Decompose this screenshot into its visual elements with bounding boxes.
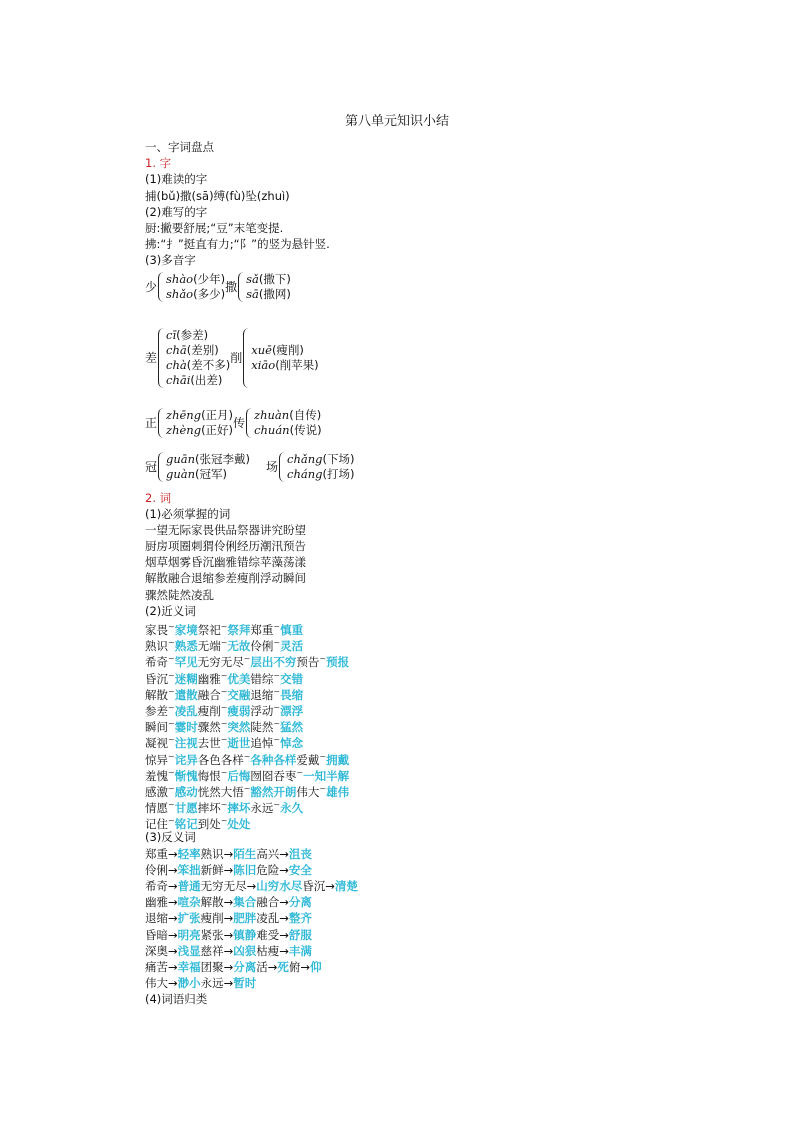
answer-word: 家境	[174, 622, 198, 637]
antonym-arrow: →	[223, 959, 234, 974]
given-word: 枯瘦	[256, 943, 280, 958]
hard-read-chars: 捕(bǔ)撒(sā)缚(fù)坠(zhuì)	[145, 188, 290, 203]
answer-word: 铭记	[174, 817, 198, 832]
antonym-arrow: →	[300, 959, 311, 974]
item-heading: (3)多音字	[145, 253, 196, 268]
answer-word: 遣散	[174, 687, 198, 702]
answer-word: 喧杂	[177, 895, 201, 910]
word-pair-line	[145, 651, 745, 670]
given-word: 陡然	[250, 719, 274, 734]
synonym-mark: ~	[273, 702, 281, 712]
word-pair-line	[145, 910, 745, 926]
synonym-mark: ~	[220, 735, 228, 745]
item-heading: (1)难读的字	[145, 172, 208, 187]
hard-write-line: 拂:“扌”挺直有力;“阝”的竖为悬针竖.	[145, 237, 330, 252]
answer-word: 死	[277, 959, 289, 974]
answer-word: 祭拜	[227, 622, 251, 637]
given-word: 希奇	[145, 879, 168, 893]
reading-option: zhèng(正好)	[166, 422, 234, 437]
subsection-heading: 2. 词	[145, 490, 172, 505]
reading-option: xuē(瘦削)	[251, 342, 304, 357]
answer-word: 突然	[227, 719, 251, 734]
polyphonic-group	[145, 452, 745, 482]
hard-write-line: 厨:撇要舒展;“豆”末笔变提.	[145, 220, 284, 235]
synonym-mark: ~	[220, 702, 228, 712]
synonym-mark: ~	[220, 638, 228, 648]
reading-option: chǎng(下场)	[287, 451, 355, 466]
given-word: 幽雅	[197, 671, 221, 686]
brace	[158, 408, 165, 438]
given-word: 熟识	[200, 846, 224, 861]
item-heading: (4)词语归类	[145, 992, 208, 1007]
answer-word: 雄伟	[326, 784, 350, 799]
antonym-arrow: →	[267, 959, 278, 974]
antonym-arrow: →	[279, 927, 289, 942]
synonym-mark: ~	[243, 751, 251, 761]
given-word: 活	[256, 959, 268, 974]
synonym-mark: ~	[273, 670, 281, 680]
answer-word: 丰满	[288, 943, 312, 958]
given-word: 郑重	[145, 846, 168, 861]
answer-word: 暂时	[233, 976, 257, 991]
answer-word: 处处	[227, 817, 251, 832]
word-pair-line	[145, 668, 745, 684]
answer-word: 安全	[288, 862, 312, 877]
antonym-arrow: →	[168, 879, 178, 893]
antonym-arrow: →	[279, 846, 289, 861]
answer-word: 畏缩	[280, 687, 304, 702]
given-word: 感激	[145, 784, 168, 799]
word-pair-line	[145, 716, 745, 732]
answer-word: 猛然	[280, 719, 304, 734]
given-word: 郑重	[250, 622, 274, 637]
given-word: 难受	[256, 927, 280, 942]
item-heading: (2)难写的字	[145, 204, 208, 219]
given-word: 羞愧	[145, 768, 168, 783]
reading-option: sǎ(撒下)	[246, 271, 291, 286]
section-heading: 一、字词盘点	[145, 140, 214, 154]
given-word: 悔恨	[197, 768, 221, 783]
answer-word: 明亮	[177, 927, 201, 942]
answer-word: 交融	[227, 687, 251, 702]
antonym-arrow: →	[168, 911, 178, 926]
reading-options	[287, 452, 354, 482]
reading-option: chāi(出差)	[166, 372, 223, 387]
given-word: 瞬间	[145, 719, 168, 734]
page-title: 第八单元知识小结	[344, 114, 449, 129]
answer-word: 幸福	[177, 959, 201, 974]
given-word: 无穷无尽	[200, 879, 247, 893]
answer-word: 分离	[233, 959, 257, 974]
answer-word: 镇静	[233, 927, 257, 942]
word-pair-line	[145, 749, 745, 765]
given-word: 昏暗	[145, 927, 168, 942]
given-word: 瘦削	[197, 703, 221, 718]
given-word: 惊异	[145, 752, 168, 767]
answer-word: 拥戴	[326, 752, 350, 767]
polyphonic-char: 传	[233, 416, 246, 430]
polyphonic-group	[145, 272, 745, 302]
reading-option: guān(张冠李戴)	[166, 451, 251, 466]
answer-word: 优美	[227, 671, 251, 686]
antonym-arrow: →	[223, 976, 234, 991]
polyphonic-char: 正	[145, 416, 158, 430]
given-word: 永远	[250, 800, 274, 815]
subsection-heading: 1. 字	[145, 156, 172, 171]
synonym-mark: ~	[220, 686, 228, 696]
reading-options	[166, 408, 233, 438]
polyphonic-groups	[145, 272, 745, 482]
reading-option: cháng(打场)	[287, 466, 355, 481]
answer-word: 逝世	[227, 736, 251, 751]
given-word: 预告	[296, 655, 320, 670]
synonym-mark: ~	[168, 800, 175, 810]
answer-word: 各种各样	[250, 752, 297, 767]
answer-word: 凶狠	[233, 943, 257, 958]
answer-word: 渺小	[177, 976, 201, 991]
answer-word: 熟悉	[174, 639, 198, 654]
synonym-mark: ~	[168, 670, 175, 680]
answer-word: 清楚	[334, 879, 358, 893]
synonym-mark: ~	[168, 702, 175, 712]
antonym-arrow: →	[246, 879, 257, 893]
word-pair-line	[145, 684, 745, 700]
reading-option: chuán(传说)	[254, 422, 322, 437]
given-word: 希奇	[145, 655, 168, 670]
given-word: 危险	[256, 862, 280, 877]
word-pair-line	[145, 732, 745, 751]
reading-option: cī(参差)	[166, 327, 209, 342]
brace	[158, 452, 165, 482]
given-word: 俯	[288, 959, 301, 974]
given-word: 追悼	[250, 736, 274, 751]
given-word: 爱戴	[296, 752, 320, 767]
answer-word: 沮丧	[288, 846, 312, 861]
answer-word: 轻率	[177, 846, 201, 861]
polyphonic-char: 少	[145, 280, 158, 294]
given-word: 参差	[145, 703, 168, 718]
antonym-arrow: →	[168, 895, 178, 910]
synonym-mark: ~	[220, 800, 228, 810]
brace	[243, 328, 250, 388]
given-word: 伶俐	[250, 639, 274, 654]
synonym-mark: ~	[273, 800, 281, 810]
synonym-mark: ~	[273, 638, 281, 648]
word-pair-line	[145, 813, 745, 832]
answer-word: 漂浮	[280, 703, 304, 718]
given-word: 昏沉	[302, 879, 326, 893]
given-word: 伟大	[145, 976, 168, 991]
polyphonic-group	[145, 328, 745, 388]
polyphonic-char: 削	[230, 351, 243, 365]
answer-word: 感动	[174, 784, 198, 799]
synonym-mark: ~	[243, 783, 251, 793]
antonym-arrow: →	[279, 911, 289, 926]
antonym-arrow: →	[168, 976, 178, 991]
synonym-mark: ~	[220, 767, 228, 777]
reading-option: guàn(冠军)	[166, 466, 228, 481]
brace	[158, 328, 165, 388]
given-word: 团聚	[200, 959, 224, 974]
antonym-arrow: →	[223, 895, 234, 910]
given-word: 无端	[197, 639, 221, 654]
given-word: 昏沉	[145, 671, 168, 686]
word-pair-line	[145, 846, 745, 862]
given-word: 恍然大悟	[197, 784, 244, 799]
given-word: 伶俐	[145, 862, 168, 877]
word-line: 厨房项圈刺猬伶俐经历潮汛预告	[145, 539, 306, 554]
brace	[246, 408, 253, 438]
reading-option: sā(撒网)	[246, 286, 291, 301]
answer-word: 预报	[326, 655, 350, 670]
answer-word: 摔坏	[227, 800, 251, 815]
antonym-list	[145, 846, 745, 992]
reading-option: chà(差不多)	[166, 357, 231, 372]
brace	[158, 272, 165, 302]
polyphonic-char: 冠	[145, 460, 158, 474]
reading-option: zhuàn(自传)	[254, 407, 322, 422]
given-word: 解散	[200, 895, 224, 910]
given-word: 熟识	[145, 639, 168, 654]
answer-word: 迷糊	[174, 671, 198, 686]
synonym-mark: ~	[168, 767, 175, 777]
word-pair-line	[145, 878, 745, 894]
synonym-mark: ~	[319, 751, 327, 761]
word-pair-line	[145, 781, 745, 797]
answer-word: 悼念	[280, 736, 304, 751]
answer-word: 诧异	[174, 752, 198, 767]
given-word: 伟大	[296, 784, 320, 799]
given-word: 浮动	[250, 703, 274, 718]
synonym-mark: ~	[220, 719, 228, 729]
antonym-arrow: →	[325, 879, 335, 893]
antonym-arrow: →	[279, 862, 289, 877]
given-word: 新鲜	[200, 862, 224, 877]
reading-option: xiāo(削苹果)	[251, 357, 319, 372]
given-word: 情愿	[145, 800, 168, 815]
reading-options	[251, 343, 318, 373]
answer-word: 一知半解	[303, 768, 350, 783]
given-word: 融合	[197, 687, 221, 702]
given-word: 囫囵吞枣	[250, 768, 297, 783]
answer-word: 集合	[233, 895, 257, 910]
given-word: 记住	[145, 817, 168, 832]
antonym-arrow: →	[168, 846, 178, 861]
synonym-mark: ~	[273, 622, 281, 631]
word-pair-line	[145, 927, 745, 943]
answer-word: 无故	[227, 639, 251, 654]
reading-options	[254, 408, 322, 438]
answer-word: 扩张	[177, 911, 201, 926]
answer-word: 普通	[177, 879, 201, 893]
brace	[279, 452, 286, 482]
answer-word: 慎重	[280, 622, 304, 637]
word-pair-line	[145, 943, 745, 959]
synonym-mark: ~	[168, 735, 175, 745]
given-word: 退缩	[250, 687, 274, 702]
given-word: 退缩	[145, 911, 168, 926]
answer-word: 仰	[310, 959, 322, 974]
given-word: 凝视	[145, 736, 168, 751]
word-line: 烟草烟雾昏沉幽雅错综苹藻荡漾	[145, 555, 306, 570]
brace	[238, 272, 245, 302]
antonym-arrow: →	[168, 943, 178, 958]
reading-option: chā(差别)	[166, 342, 219, 357]
must-know-words	[145, 522, 745, 603]
given-word: 幽雅	[145, 895, 168, 910]
given-word: 融合	[256, 895, 280, 910]
synonym-mark: ~	[220, 670, 228, 680]
antonym-arrow: →	[279, 943, 289, 958]
given-word: 摔坏	[197, 800, 221, 815]
reading-options	[246, 272, 291, 302]
answer-word: 陈旧	[233, 862, 257, 877]
answer-word: 永久	[280, 800, 304, 815]
word-pair-line	[145, 975, 745, 991]
answer-word: 后悔	[227, 768, 251, 783]
synonym-mark: ~	[319, 654, 327, 664]
given-word: 无穷无尽	[197, 655, 244, 670]
given-word: 深奥	[145, 943, 168, 958]
word-pair-line	[145, 765, 745, 781]
reading-options	[166, 452, 250, 482]
antonym-arrow: →	[223, 862, 234, 877]
word-pair-line	[145, 619, 745, 635]
answer-word: 惭愧	[174, 768, 198, 783]
synonym-mark: ~	[168, 686, 175, 696]
reading-option: shào(少年)	[166, 271, 226, 286]
antonym-arrow: →	[223, 927, 234, 942]
answer-word: 霎时	[174, 719, 198, 734]
item-heading: (1)必须掌握的词	[145, 506, 231, 521]
content	[145, 139, 745, 1008]
given-word: 家畏	[145, 622, 168, 637]
given-word: 解散	[145, 687, 168, 702]
synonym-mark: ~	[168, 654, 175, 664]
synonym-mark: ~	[168, 638, 175, 648]
antonym-arrow: →	[223, 911, 234, 926]
antonym-arrow: →	[279, 895, 289, 910]
word-pair-line	[145, 700, 745, 716]
given-word: 祭祀	[197, 622, 221, 637]
answer-word: 浅显	[177, 943, 201, 958]
answer-word: 山穷水尽	[256, 879, 303, 893]
given-word: 错综	[250, 671, 274, 686]
answer-word: 罕见	[174, 655, 198, 670]
word-pair-line	[145, 862, 745, 878]
given-word: 高兴	[256, 846, 280, 861]
synonym-mark: ~	[273, 686, 281, 696]
antonym-arrow: →	[223, 943, 234, 958]
synonym-mark: ~	[168, 783, 175, 793]
polyphonic-char: 场	[266, 460, 279, 474]
antonym-arrow: →	[168, 959, 178, 974]
synonym-mark: ~	[168, 751, 175, 761]
given-word: 紧张	[200, 927, 224, 942]
given-word: 凌乱	[256, 911, 280, 926]
answer-word: 舒服	[288, 927, 312, 942]
given-word: 痛苦	[145, 959, 168, 974]
word-line: 骤然陡然凌乱	[145, 587, 214, 602]
synonym-mark: ~	[220, 816, 228, 826]
answer-word: 陌生	[233, 846, 257, 861]
given-word: 各色各样	[197, 752, 244, 767]
polyphonic-group	[145, 408, 745, 438]
word-line: 解散融合退缩参差瘦削浮动瞬间	[145, 571, 306, 586]
word-pair-line	[145, 797, 745, 813]
synonym-mark: ~	[273, 719, 281, 729]
reading-options	[166, 328, 230, 388]
answer-word: 豁然开朗	[250, 784, 297, 799]
given-word: 永远	[200, 976, 224, 991]
antonym-arrow: →	[168, 927, 178, 942]
reading-option: zhēng(正月)	[166, 407, 234, 422]
synonym-list	[145, 619, 745, 832]
word-pair-line	[145, 959, 745, 975]
reading-option: shǎo(多少)	[166, 286, 226, 301]
answer-word: 层出不穷	[250, 655, 297, 670]
antonym-arrow: →	[223, 846, 234, 861]
synonym-mark: ~	[243, 654, 251, 664]
synonym-mark: ~	[168, 719, 175, 729]
synonym-mark: ~	[319, 783, 327, 793]
synonym-mark: ~	[168, 816, 175, 826]
given-word: 骤然	[197, 719, 221, 734]
synonym-mark: ~	[273, 735, 281, 745]
given-word: 瘦削	[200, 911, 224, 926]
answer-word: 注视	[174, 736, 198, 751]
answer-word: 灵活	[280, 639, 304, 654]
answer-word: 交错	[280, 671, 304, 686]
given-word: 到处	[197, 817, 221, 832]
reading-options	[166, 272, 225, 302]
given-word: 慈祥	[200, 943, 224, 958]
synonym-mark: ~	[168, 622, 175, 631]
answer-word: 肥胖	[233, 911, 257, 926]
answer-word: 分离	[288, 895, 312, 910]
answer-word: 笨拙	[177, 862, 201, 877]
word-pair-line	[145, 894, 745, 910]
synonym-mark: ~	[220, 622, 228, 631]
given-word: 去世	[197, 736, 221, 751]
polyphonic-char: 撒	[225, 280, 238, 294]
answer-word: 瘦弱	[227, 703, 251, 718]
antonym-arrow: →	[168, 862, 178, 877]
answer-word: 甘愿	[174, 800, 198, 815]
synonym-mark: ~	[296, 767, 304, 777]
answer-word: 凌乱	[174, 703, 198, 718]
item-heading: (2)近义词	[145, 603, 196, 618]
word-line: 一望无际家畏供品祭器讲究盼望	[145, 522, 306, 537]
word-pair-line	[145, 635, 745, 654]
answer-word: 整齐	[288, 911, 312, 926]
polyphonic-char: 差	[145, 351, 158, 365]
item-heading: (3)反义词	[145, 830, 196, 845]
